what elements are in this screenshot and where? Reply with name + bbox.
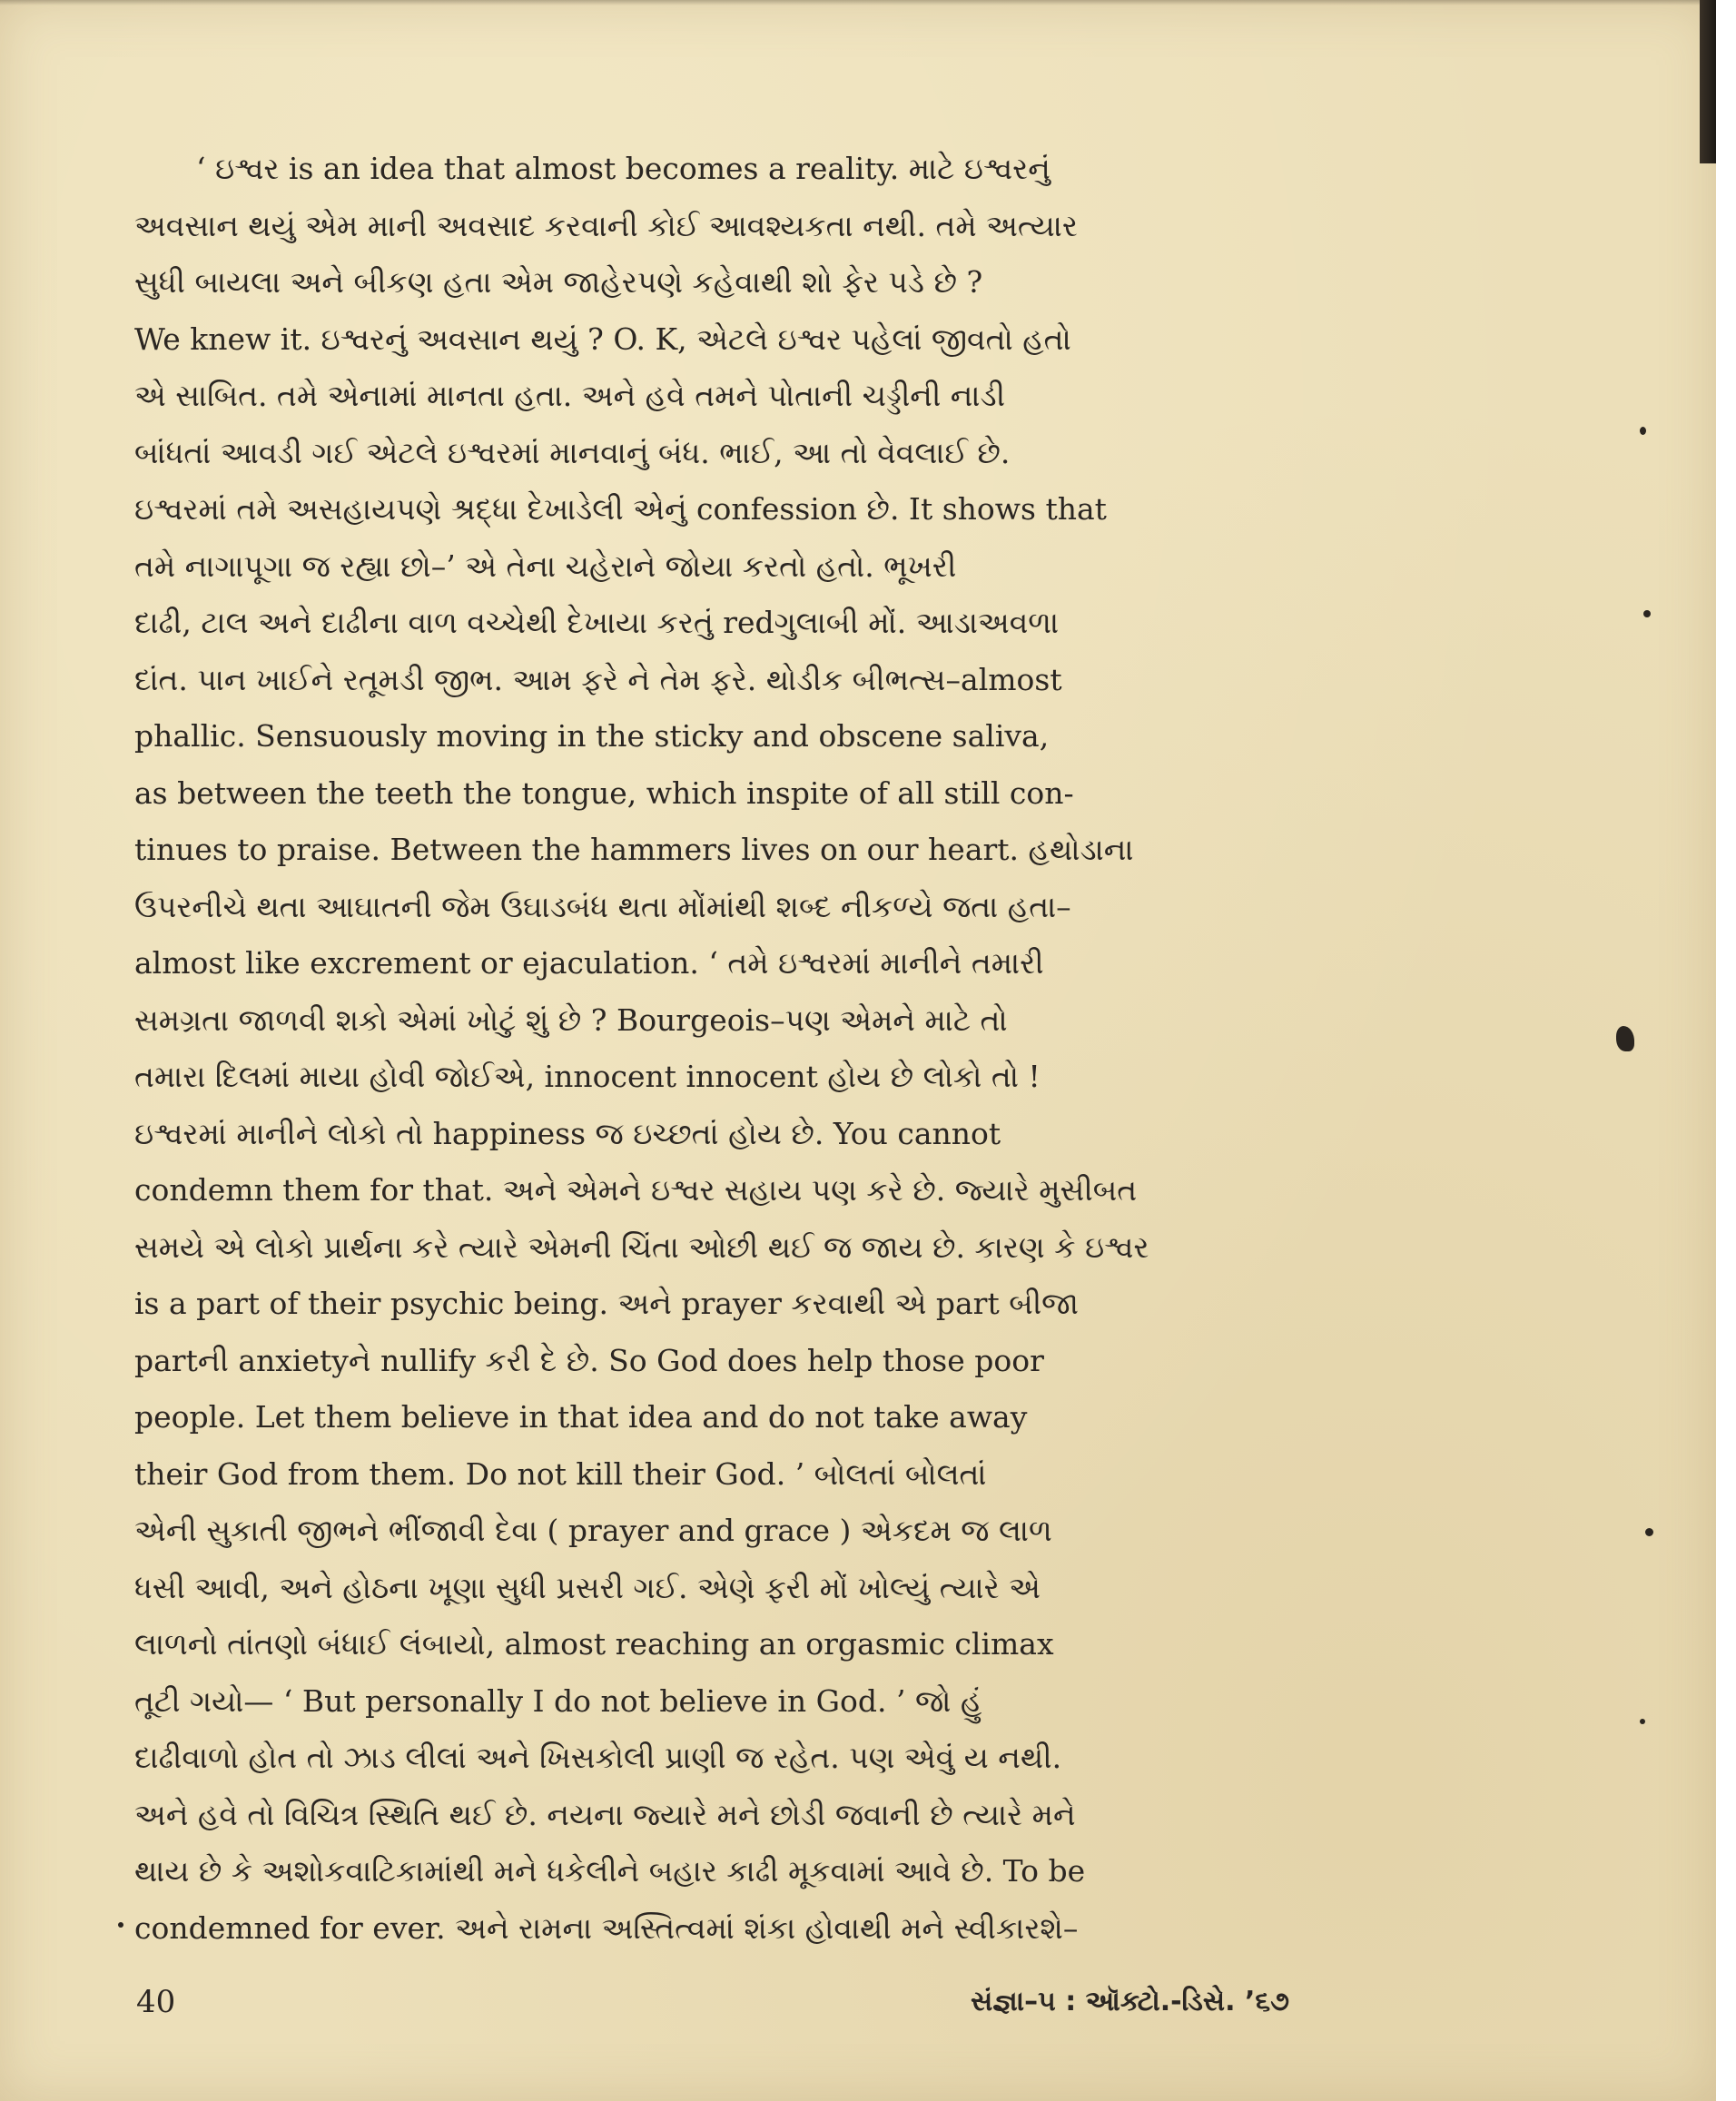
text-line: ધસી આવી, અને હોઠના ખૂણા સુધી પ્રસરી ગઈ. એણે ફરી મોં ખોલ્યું ત્યારે એ	[134, 1569, 1041, 1605]
text-line: લાળનો તાંતણો બંધાઈ લંબાયો, almost reaching an orgasmic climax	[134, 1626, 1054, 1662]
text-line: ‘ ઇશ્વર is an idea that almost becomes a reality. માટે ઇશ્વરનું	[196, 151, 1050, 186]
text-line: people. Let them believe in that idea and do not take away	[134, 1399, 1028, 1435]
page-top-shadow	[0, 0, 1716, 5]
text-line: phallic. Sensuously moving in the sticky and obscene saliva,	[134, 718, 1050, 754]
text-line: એ સાબિત. તમે એનામાં માનતા હતા. અને હવે તમને પોતાની ચડ્ડીની નાડી	[134, 378, 1006, 413]
text-line: દાંત. પાન ખાઈને રતૂમડી જીભ. આમ ફરે ને તેમ ફરે. થોડીક બીભત્સ–almost	[134, 661, 1062, 697]
text-line: ઉપરનીચે થતા આઘાતની જેમ ઉઘાડબંધ થતા મોંમાંથી શબ્દ નીકળ્યે જતા હતા–	[134, 888, 1071, 924]
text-line: condemn them for that. અને એમને ઇશ્વર સહાય પણ કરે છે. જ્યારે મુસીબત	[134, 1172, 1138, 1208]
ink-speck	[1643, 610, 1651, 617]
text-line: તમે નાગાપૂગા જ રહ્યા છો–’ એ તેના ચહેરાને જોયા કરતો હતો. ભૂખરી	[134, 547, 957, 584]
text-line: ઇશ્વરમાં તમે અસહાયપણે શ્રદ્ધા દેખાડેલી એનું confession છે. It shows that	[134, 491, 1107, 527]
text-line: સમગ્રતા જાળવી શકો એમાં ખોટું શું છે ? Bourgeois–પણ એમને માટે તો	[134, 1001, 1008, 1038]
page-edge-shadow	[1700, 0, 1716, 163]
text-line: દાઢી, ટાલ અને દાઢીના વાળ વચ્ચેથી દેખાયા કરતું redગુલાબી મોં. આડાઅવળા	[134, 605, 1060, 640]
text-line: અવસાન થયું એમ માની અવસાદ કરવાની કોઈ આવશ્યકતા નથી. તમે અત્યાર	[134, 207, 1078, 243]
ink-speck	[1616, 1026, 1634, 1051]
text-line: સુધી બાયલા અને બીકણ હતા એમ જાહેરપણે કહેવાથી શો ફેર પડે છે ?	[134, 264, 983, 300]
text-line: અને હવે તો વિચિત્ર સ્થિતિ થઈ છે. નયના જ્યારે મને છોડી જવાની છે ત્યારે મને	[134, 1796, 1076, 1832]
text-line: તમારા દિલમાં માયા હોવી જોઈએ, innocent innocent હોય છે લોકો તો !	[134, 1059, 1041, 1094]
text-line: tinues to praise. Between the hammers lives on our heart. હથોડાના	[134, 832, 1134, 867]
text-line: their God from them. Do not kill their God. ’ બોલતાં બોલતાં	[134, 1455, 987, 1492]
ink-speck	[1640, 1719, 1645, 1724]
text-line: થાય છે કે અશોકવાટિકામાંથી મને ધકેલીને બહાર કાઢી મૂકવામાં આવે છે. To be	[134, 1853, 1086, 1889]
text-line: almost like excrement or ejaculation. ‘ તમે ઇશ્વરમાં માનીને તમારી	[134, 945, 1044, 981]
text-line: તૂટી ગયો— ‘ But personally I do not believe in God. ’ જો હું	[134, 1682, 982, 1719]
ink-speck	[118, 1922, 123, 1928]
text-line: partની anxietyને nullify કરી દે છે. So God does help those poor	[134, 1342, 1044, 1378]
text-line: એની સુકાતી જીભને ભીંજાવી દેવા ( prayer and grace ) એકદમ જ લાળ	[134, 1513, 1052, 1548]
text-line: condemned for ever. અને રામના અસ્તિત્વમાં શંકા હોવાથી મને સ્વીકારશે–	[134, 1909, 1079, 1946]
running-footer: સંજ્ઞા–૫ : ઑક્ટો.-ડિસે. ’૬૭	[970, 1986, 1289, 2017]
ink-speck	[1640, 427, 1646, 435]
ink-speck	[1645, 1528, 1653, 1536]
text-line: બાંધતાં આવડી ગઈ એટલે ઇશ્વરમાં માનવાનું બંધ. ભાઈ, આ તો વેવલાઈ છે.	[134, 434, 1011, 470]
body-text	[134, 141, 1287, 1957]
text-line: દાઢીવાળો હોત તો ઝાડ લીલાં અને ખિસકોલી પ્રાણી જ રહેત. પણ એવું ય નથી.	[134, 1740, 1062, 1775]
text-line: as between the teeth the tongue, which inspite of all still con-	[134, 774, 1074, 811]
text-line: સમયે એ લોકો પ્રાર્થના કરે ત્યારે એમની ચિંતા ઓછી થઈ જ જાય છે. કારણ કે ઇશ્વર	[134, 1228, 1149, 1265]
page-number: 40	[136, 1984, 176, 2020]
text-line: is a part of their psychic being. અને prayer કરવાથી એ part બીજા	[134, 1286, 1079, 1321]
text-line: ઇશ્વરમાં માનીને લોકો તો happiness જ ઇચ્છતાં હોય છે. You cannot	[134, 1115, 1001, 1151]
text-line: We knew it. ઇશ્વરનું અવસાન થયું ? O. K, એટલે ઇશ્વર પહેલાં જીવતો હતો	[134, 321, 1071, 357]
